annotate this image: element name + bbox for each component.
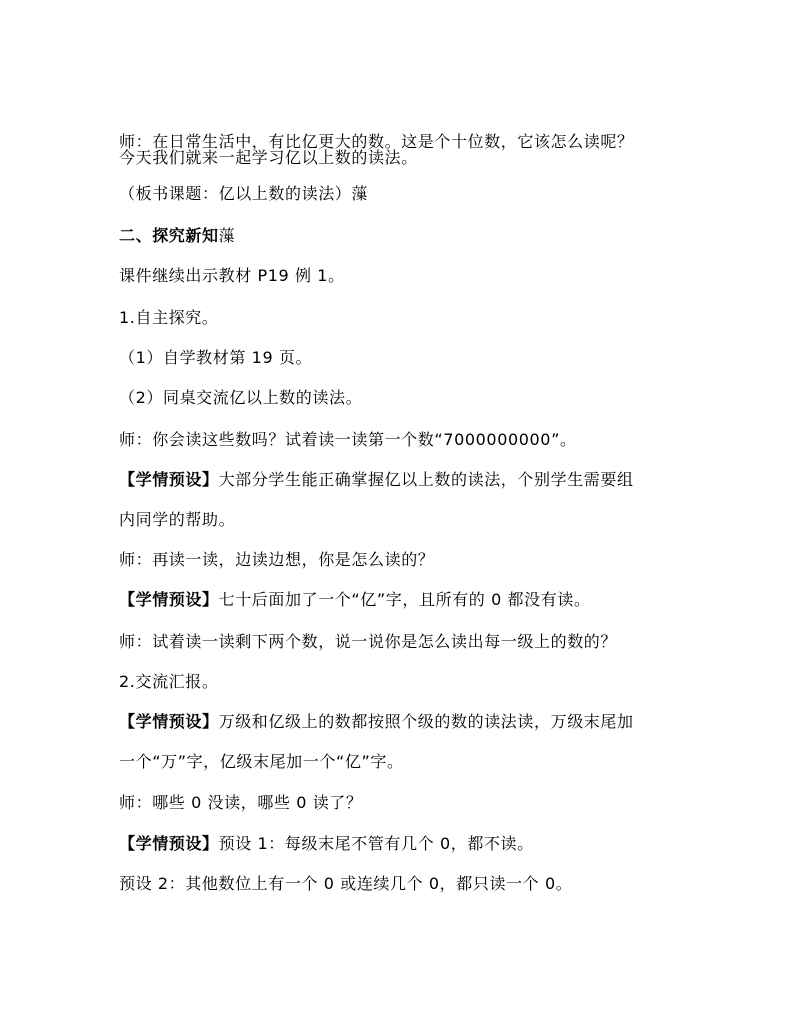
paragraph-line	[119, 387, 362, 409]
line-text: 课件继续出示教材 P19 例 1。	[119, 266, 345, 285]
line-text: （1）自学教材第 19 页。	[119, 348, 313, 367]
paragraph-line	[119, 631, 617, 653]
paragraph-line	[119, 509, 235, 531]
paragraph-line	[119, 183, 368, 205]
line-text: 万级和亿级上的数都按照个级的数的读法读，万级末尾加	[218, 712, 634, 731]
line-text: 2.交流汇报。	[119, 672, 219, 691]
stray-mark: 薻	[351, 184, 369, 203]
line-text: 今天我们就来一起学习亿以上数的读法。	[119, 148, 418, 167]
paragraph-line	[119, 671, 218, 693]
line-text: 师：哪些 0 没读，哪些 0 读了？	[119, 793, 363, 812]
paragraph-line	[119, 147, 418, 169]
preset-tag: 【学情预设】	[119, 712, 219, 731]
section-heading	[119, 225, 235, 247]
paragraph-line	[119, 469, 634, 491]
paragraph-line	[119, 307, 218, 329]
line-text: 大部分学生能正确掌握亿以上数的读法，个别学生需要组	[218, 470, 634, 489]
paragraph-line	[119, 711, 634, 733]
line-text: 预设 2：其他数位上有一个 0 或连续几个 0，都只读一个 0。	[119, 874, 573, 893]
line-text: 师：再读一读，边读边想，你是怎么读的？	[119, 550, 435, 569]
stray-mark: 薻	[218, 226, 236, 245]
preset-tag: 【学情预设】	[119, 470, 219, 489]
paragraph-line	[119, 265, 345, 287]
paragraph-line	[119, 751, 404, 773]
line-text: 一个“万”字，亿级末尾加一个“亿”字。	[119, 752, 404, 771]
paragraph-line	[119, 792, 363, 814]
paragraph-line	[119, 589, 591, 611]
preset-tag: 【学情预设】	[119, 834, 219, 853]
line-text: 七十后面加了一个“亿”字，且所有的 0 都没有读。	[218, 590, 591, 609]
line-text: 师：在日常生活中，有比亿更大的数。这是个十位数，它该怎么读呢？	[119, 132, 634, 151]
paragraph-line	[119, 347, 312, 369]
line-text: 1.自主探究。	[119, 308, 219, 327]
line-text: 预设 1：每级末尾不管有几个 0，都不读。	[218, 834, 534, 853]
paragraph-line	[119, 549, 434, 571]
paragraph-line	[119, 833, 534, 855]
line-text: 师：你会读这些数吗？试着读一读第一个数“7000000000”。	[119, 430, 577, 449]
line-text: （板书课题：亿以上数的读法）	[119, 184, 352, 203]
line-text: （2）同桌交流亿以上数的读法。	[119, 388, 363, 407]
paragraph-line	[119, 429, 577, 451]
preset-tag: 【学情预设】	[119, 590, 219, 609]
heading-text: 二、探究新知	[119, 226, 219, 245]
line-text: 师：试着读一读剩下两个数，说一说你是怎么读出每一级上的数的？	[119, 632, 618, 651]
line-text: 内同学的帮助。	[119, 510, 236, 529]
paragraph-line	[119, 873, 572, 895]
